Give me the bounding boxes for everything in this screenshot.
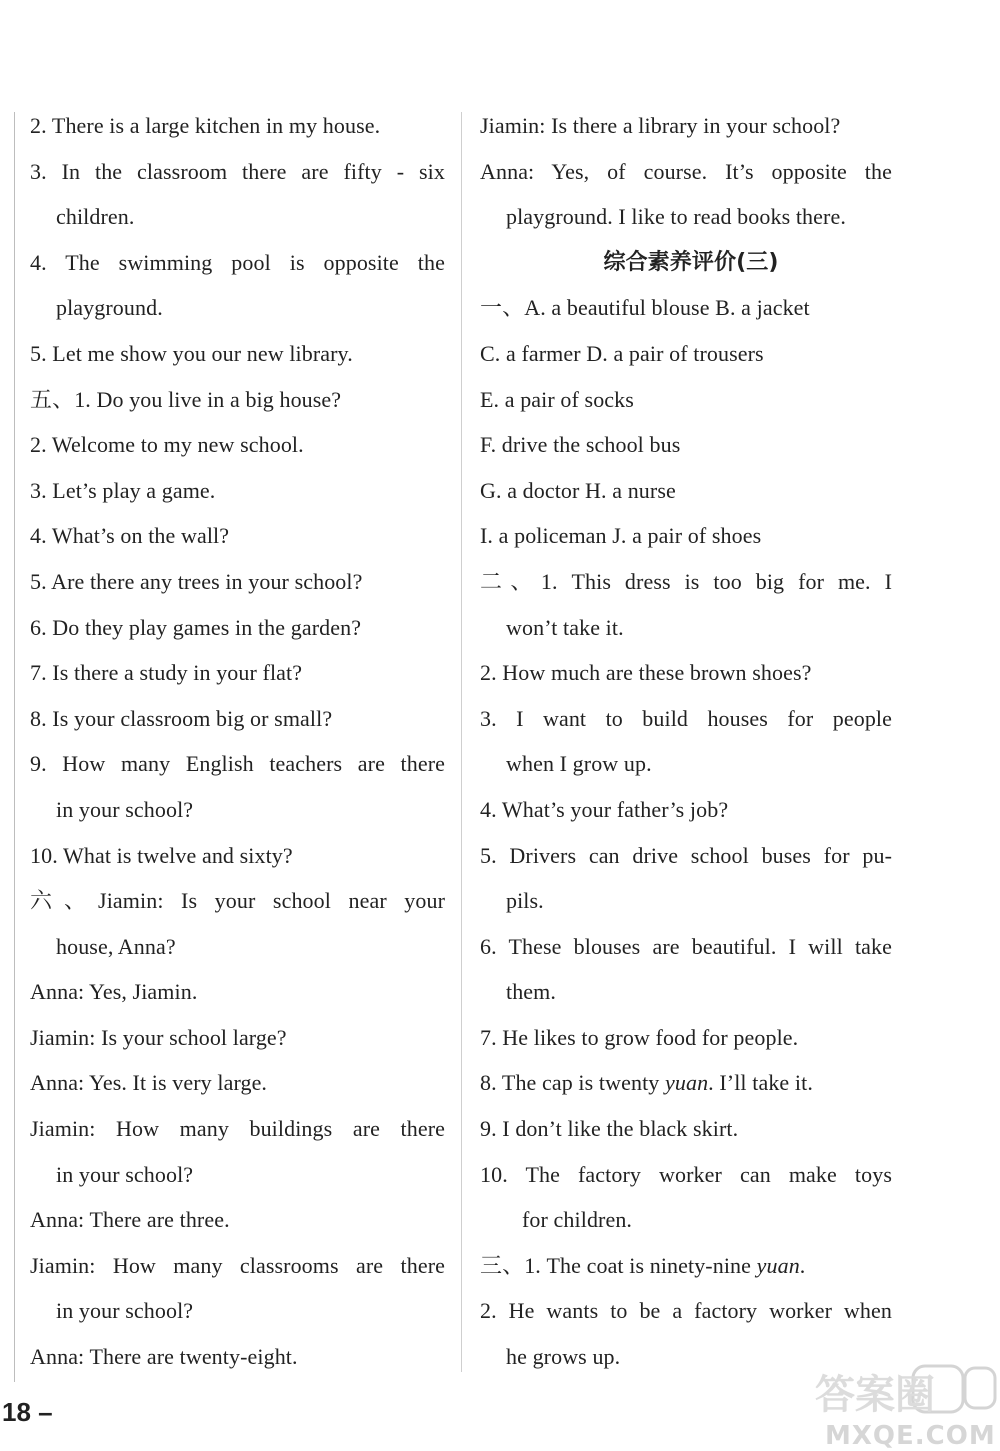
text-line: 2. There is a large kitchen in my house. (30, 113, 381, 138)
text-line: 二、1. This dress is too big for me. I (480, 568, 892, 594)
text-line: won’t take it. (506, 614, 624, 640)
text-line: he grows up. (506, 1344, 621, 1370)
watermark-logo (795, 1360, 1000, 1451)
text-line: children. (56, 204, 135, 230)
text-line: 2. Welcome to my new school. (30, 432, 304, 458)
text-line: F. drive the school bus (480, 432, 681, 458)
text-line: house, Anna? (56, 933, 176, 959)
section-heading: 综合素养评价(三) (603, 249, 779, 275)
text-line: 5. Drivers can drive school buses for pu- (480, 842, 892, 868)
watermark-line1: 答案圈 (815, 1372, 935, 1418)
text-line: 一、A. a beautiful blouse B. a jacket (480, 295, 810, 321)
text-line: Anna: Yes. It is very large. (30, 1070, 268, 1096)
text-line: E. a pair of socks (480, 386, 634, 412)
text-line: Jiamin: How many classrooms are there (30, 1252, 445, 1278)
text-line: I. a policeman J. a pair of shoes (480, 523, 762, 549)
text-line: 4. The swimming pool is opposite the (30, 249, 445, 275)
text-line: Jiamin: Is there a library in your school? (480, 113, 841, 138)
text-line: Anna: Yes, of course. It’s opposite the (480, 158, 892, 184)
text-line: 3. I want to build houses for people (480, 705, 892, 731)
text-line: C. a farmer D. a pair of trousers (480, 340, 764, 366)
text-line: 5. Are there any trees in your school? (30, 568, 363, 594)
text-line: for children. (522, 1207, 633, 1233)
text-line: 4. What’s on the wall? (30, 523, 230, 549)
text-line: 10. The factory worker can make toys (480, 1161, 892, 1187)
text-line: Anna: There are three. (30, 1207, 230, 1233)
text-line: 9. I don’t like the black skirt. (480, 1116, 739, 1142)
text-line: 3. In the classroom there are fifty - six (30, 158, 445, 184)
text-line: 2. How much are these brown shoes? (480, 660, 812, 686)
text-line: Anna: There are twenty-eight. (30, 1344, 298, 1370)
text-line: when I grow up. (506, 751, 652, 777)
text-line: Jiamin: How many buildings are there (30, 1116, 445, 1142)
page-number: 18 – (2, 1397, 53, 1427)
text-line: playground. I like to read books there. (506, 204, 846, 230)
text-line: 9. How many English teachers are there (30, 751, 445, 777)
text-line: 6. These blouses are beautiful. I will take (480, 933, 892, 959)
text-line: 3. Let’s play a game. (30, 477, 216, 503)
text-line: 5. Let me show you our new library. (30, 340, 353, 366)
text-line: playground. (56, 295, 163, 321)
text-line: 2. He wants to be a factory worker when (480, 1298, 892, 1324)
column-divider (461, 112, 462, 1372)
watermark-line2: MXQE.COM (825, 1421, 996, 1451)
text-line: 7. He likes to grow food for people. (480, 1024, 799, 1050)
text-line: 7. Is there a study in your flat? (30, 660, 303, 686)
text-line: G. a doctor H. a nurse (480, 477, 676, 503)
text-line: in your school? (56, 796, 194, 822)
text-line: 8. Is your classroom big or small? (30, 705, 333, 731)
text-line: 6. Do they play games in the garden? (30, 614, 362, 640)
text-line: them. (506, 979, 556, 1005)
text-line: 六、Jiamin: Is your school near your (30, 888, 445, 914)
text-line: 10. What is twelve and sixty? (30, 842, 293, 868)
text-line: 五、1. Do you live in a big house? (30, 386, 342, 412)
left-column (30, 103, 445, 1380)
text-line: 三、1. The coat is ninety-nine yuan. (480, 1252, 806, 1278)
text-line: in your school? (56, 1161, 194, 1187)
left-margin-rule (14, 112, 15, 1382)
text-line: Jiamin: Is your school large? (30, 1024, 287, 1050)
text-line: in your school? (56, 1298, 194, 1324)
text-line: 8. The cap is twenty yuan. I’ll take it. (480, 1070, 813, 1096)
text-line: Anna: Yes, Jiamin. (30, 979, 198, 1005)
right-column (480, 103, 892, 1380)
text-line: pils. (506, 888, 544, 914)
text-line: 4. What’s your father’s job? (480, 796, 729, 822)
